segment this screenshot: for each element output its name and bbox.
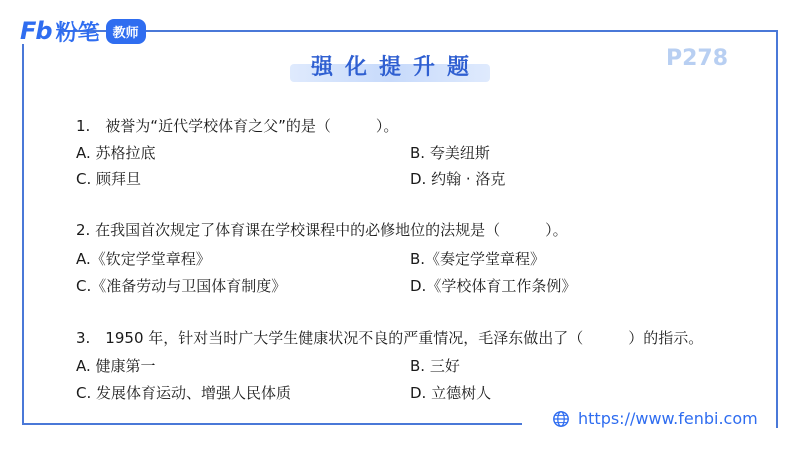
frame-right-border [776, 30, 778, 428]
logo-tag: 教师 [106, 19, 146, 44]
option-b: B.《奏定学堂章程》 [410, 250, 546, 268]
option-a: A. 健康第一 [76, 357, 156, 375]
frame-bottom-border [22, 423, 522, 425]
question-2 [76, 220, 766, 240]
page-title: 强化提升题 [310, 55, 481, 80]
fenbi-logo [20, 14, 146, 48]
frame-left-border [22, 44, 24, 424]
logo-brand: 粉笔 [55, 20, 100, 46]
option-d: D.《学校体育工作条例》 [410, 277, 577, 295]
website-url[interactable]: https://www.fenbi.com [578, 409, 758, 428]
option-c: C.《准备劳动与卫国体育制度》 [76, 277, 287, 295]
question-1 [76, 116, 766, 136]
option-a: A. 苏格拉底 [76, 144, 156, 162]
question-stem: 3. 1950 年，针对当时广大学生健康状况不良的严重情况，毛泽东做出了（ ）的指示。 [76, 329, 704, 347]
question-3 [76, 328, 766, 348]
option-d: D. 立德树人 [410, 384, 492, 402]
option-d: D. 约翰 · 洛克 [410, 170, 506, 188]
frame-top-border [60, 30, 778, 32]
option-c: C. 发展体育运动、增强人民体质 [76, 384, 292, 402]
option-b: B. 三好 [410, 357, 460, 375]
page-number: P278 [666, 46, 729, 71]
title-block [290, 50, 490, 86]
website-link[interactable] [552, 409, 758, 428]
question-stem: 1. 被誉为“近代学校体育之父”的是（ ）。 [76, 117, 399, 135]
logo-mark: Fb [20, 17, 52, 45]
option-b: B. 夸美纽斯 [410, 144, 490, 162]
globe-icon [552, 410, 570, 428]
option-a: A.《钦定学堂章程》 [76, 250, 211, 268]
option-c: C. 顾拜旦 [76, 170, 142, 188]
question-stem: 2. 在我国首次规定了体育课在学校课程中的必修地位的法规是（ ）。 [76, 221, 568, 239]
